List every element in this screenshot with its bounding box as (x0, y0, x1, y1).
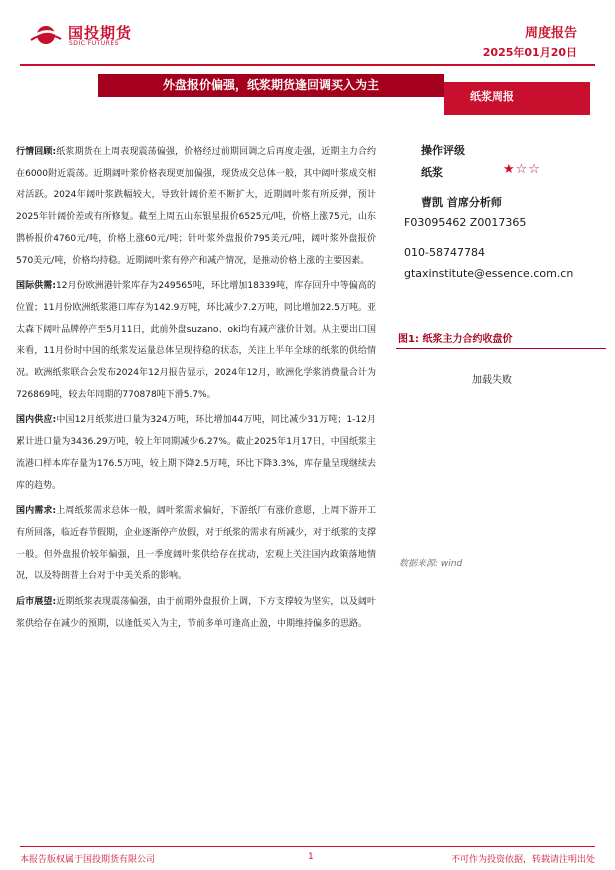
analyst-email: gtaxinstitute@essence.com.cn (404, 267, 574, 280)
footer-disclaimer: 不可作为投资依据，转载请注明出处 (450, 855, 595, 865)
footer-copyright: 本报告版权属于国投期货有限公司 (20, 855, 156, 865)
logo-english-name: SDIC FUTURES (69, 40, 119, 47)
domestic-supply-paragraph (16, 410, 376, 497)
paragraph-label: 行情回顾: (16, 147, 57, 157)
figure-source: 数据来源: wind (399, 559, 463, 569)
paragraph-text: 上周纸浆需求总体一般，阔叶浆需求偏好，下游纸厂有涨价意愿，上周下游开工有所回落，临近春节假期，企业逐渐停产放假，对于纸浆的需求有所减少，对于纸浆的支撑一般。但外盘报价较年偏强，且一季度阔叶浆供给存在扰动，宏观上关注国内政策落地情况，以及特朗普上台对于中美关系的影响。 (16, 506, 377, 582)
rating-heading: 操作评级 (421, 144, 465, 157)
report-type: 周度报告 (524, 26, 577, 41)
rating-stars-icon: ★☆☆ (503, 162, 541, 177)
paragraph-text: 12月份欧洲港针浆库存为249565吨，环比增加18339吨，库存回升中等偏高的位置；11月份欧洲纸浆港口库存为142.9万吨，环比减少7.2万吨，同比增加22.5万吨。亚太森下阔叶品牌停产至5月11日，此前外盘suzano、oki均有减产涨价计划。从主要出口国来看，11月份时中国的纸浆发运量总体呈现持稳的状态，关注上半年全球的纸浆的供给情况。欧洲纸浆联合会发布2024年12月报告显示，2024年12月，欧洲化学浆消费量合计为726869吨，较去年同期的770878吨下滑5.7%。 (16, 281, 376, 400)
logo-name: 国投期货 (68, 24, 133, 42)
header-divider (20, 64, 595, 66)
domestic-demand-paragraph (16, 501, 376, 588)
figure-title: 图1: 纸浆主力合约收盘价 (398, 334, 513, 345)
paragraph-label: 国际供需: (16, 281, 56, 292)
sdic-logo-icon (29, 24, 63, 46)
rating-commodity: 纸浆 (421, 166, 443, 179)
outlook-paragraph (16, 592, 376, 635)
report-title: 外盘报价偏强，纸浆期货逢回调买入为主 (162, 78, 379, 92)
analyst-phone: 010-58747784 (404, 246, 485, 259)
paragraph-label: 国内需求: (16, 506, 57, 517)
paragraph-label: 后市展望: (16, 597, 57, 608)
analyst-certificate: F03095462 Z0017365 (404, 216, 527, 229)
report-title-banner (98, 74, 444, 97)
paragraph-text: 中国12月纸浆进口量为324万吨，环比增加44万吨，同比减少31万吨；1-12月累计进口量为3436.29万吨，较上年同期减少6.27%。截止2025年1月17日，中国纸浆主流港口样本库存量为176.5万吨，较上期下降2.5万吨，环比下降3.3%，库存量呈现继续去库的趋势。 (16, 415, 376, 491)
footer-divider (20, 846, 595, 847)
paragraph-text: 近期纸浆表现震荡偏强，由于前期外盘报价上调，下方支撑较为坚实，以及阔叶浆供给存在减少的预期，以逢低买入为主，节前多单可逢高止盈，中期维持偏多的思路。 (16, 597, 376, 629)
figure-divider (396, 348, 606, 349)
market-review-paragraph (16, 142, 376, 272)
report-body (16, 142, 376, 635)
section-tag-background (444, 82, 590, 115)
figure-load-failed: 加载失败 (472, 375, 512, 386)
paragraph-text: 纸浆期货在上周表现震荡偏强，价格经过前期回调之后再度走强，近期主力合约在6000附近震荡。近期阔叶浆价格表现更加偏强，现货成交总体一般，其中阔叶浆成交相对活跃。2024年阔叶浆跌幅较大，导致针阔价差不断扩大，近期阔叶浆有所反弹，预计2025年针阔价差或有所修复。截至上周五山东银星报价6525元/吨，价格上涨75元，山东鹊桥报价4760元/吨，价格上涨60元/吨；针叶浆外盘报价795美元/吨，阔叶浆外盘报价570美元/吨，价格均持稳。近期阔叶浆有停产和减产情况，是推动价格上涨的主要因素。 (16, 147, 376, 266)
page-number: 1 (308, 852, 314, 862)
report-date: 2025年01月20日 (482, 46, 577, 59)
international-supply-paragraph (16, 276, 376, 406)
paragraph-label: 国内供应: (16, 415, 57, 426)
section-tag: 纸浆周报 (470, 90, 514, 103)
analyst-name: 曹凯 首席分析师 (421, 196, 502, 209)
